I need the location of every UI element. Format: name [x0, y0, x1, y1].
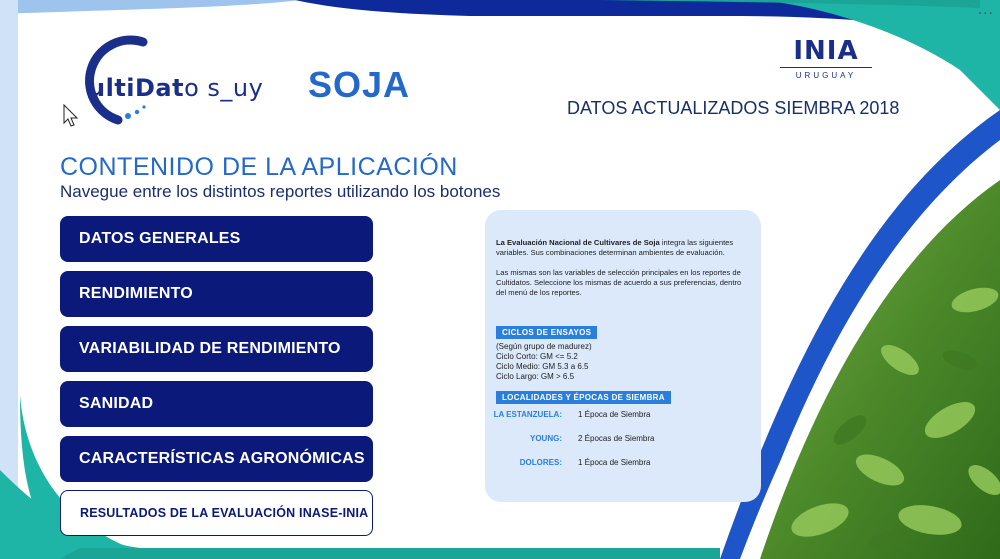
- ciclos-line: (Según grupo de madurez): [496, 342, 592, 351]
- app-title: SOJA: [308, 64, 411, 105]
- ciclos-line: Ciclo Largo: GM > 6.5: [496, 372, 575, 381]
- intro-rest: integra las siguientes variables. Sus combinaciones determinan ambientes de evaluación.: [496, 238, 734, 257]
- mouse-cursor-icon: [63, 104, 79, 128]
- rendimiento-button[interactable]: RENDIMIENTO: [60, 271, 373, 317]
- info-panel: [485, 210, 761, 502]
- sanidad-button[interactable]: SANIDAD: [60, 381, 373, 427]
- intro-paragraph: [496, 238, 749, 258]
- inia-logo: [780, 38, 872, 80]
- content-title: CONTENIDO DE LA APLICACIÓN: [60, 153, 458, 181]
- logo-prefix: ultiDat: [88, 74, 185, 102]
- resultados-inase-inia-button[interactable]: RESULTADOS DE LA EVALUACIÓN INASE-INIA: [60, 490, 373, 536]
- ciclos-badge: CICLOS DE ENSAYOS: [496, 326, 597, 339]
- ciclos-list: [496, 342, 749, 382]
- inia-brand: INIA: [793, 36, 859, 66]
- localidades-badge: LOCALIDADES Y ÉPOCAS DE SIEMBRA: [496, 391, 671, 404]
- intro-bold: La Evaluación Nacional de Cultivares de Soja: [496, 238, 660, 247]
- cultidatos-logo-text: [88, 74, 263, 102]
- ciclos-line: Ciclo Corto: GM <= 5.2: [496, 352, 578, 361]
- inia-divider: [780, 67, 872, 68]
- localidad-row: [493, 405, 749, 429]
- localidad-row: [496, 453, 749, 477]
- variabilidad-rendimiento-button[interactable]: VARIABILIDAD DE RENDIMIENTO: [60, 326, 373, 372]
- localidad-name: DOLORES:: [519, 458, 562, 467]
- selection-paragraph: Las mismas son las variables de selección principales en los reportes de Cultidatos. Seleccione los mismas de acuerdo a sus preferencias, dentro del menú de los reportes.: [496, 268, 742, 297]
- updated-label: DATOS ACTUALIZADOS SIEMBRA 2018: [567, 98, 900, 118]
- localidad-row: [496, 429, 749, 453]
- localidad-value: 2 Épocas de Siembra: [578, 434, 655, 443]
- localidad-value: 1 Época de Siembra: [578, 410, 651, 419]
- ciclos-line: Ciclo Medio: GM 5.3 a 6.5: [496, 362, 589, 371]
- localidad-value: 1 Época de Siembra: [578, 458, 651, 467]
- localidad-name: LA ESTANZUELA:: [493, 410, 562, 419]
- localidad-name: YOUNG:: [530, 434, 562, 443]
- caracteristicas-agronomicas-button[interactable]: CARACTERÍSTICAS AGRONÓMICAS: [60, 436, 373, 482]
- inia-country: URUGUAY: [795, 71, 857, 80]
- more-options-icon[interactable]: ...: [977, 2, 994, 18]
- datos-generales-button[interactable]: DATOS GENERALES: [60, 216, 373, 262]
- logo-suffix: o s_uy: [184, 74, 264, 102]
- content-subtitle: Navegue entre los distintos reportes utilizando los botones: [60, 182, 501, 201]
